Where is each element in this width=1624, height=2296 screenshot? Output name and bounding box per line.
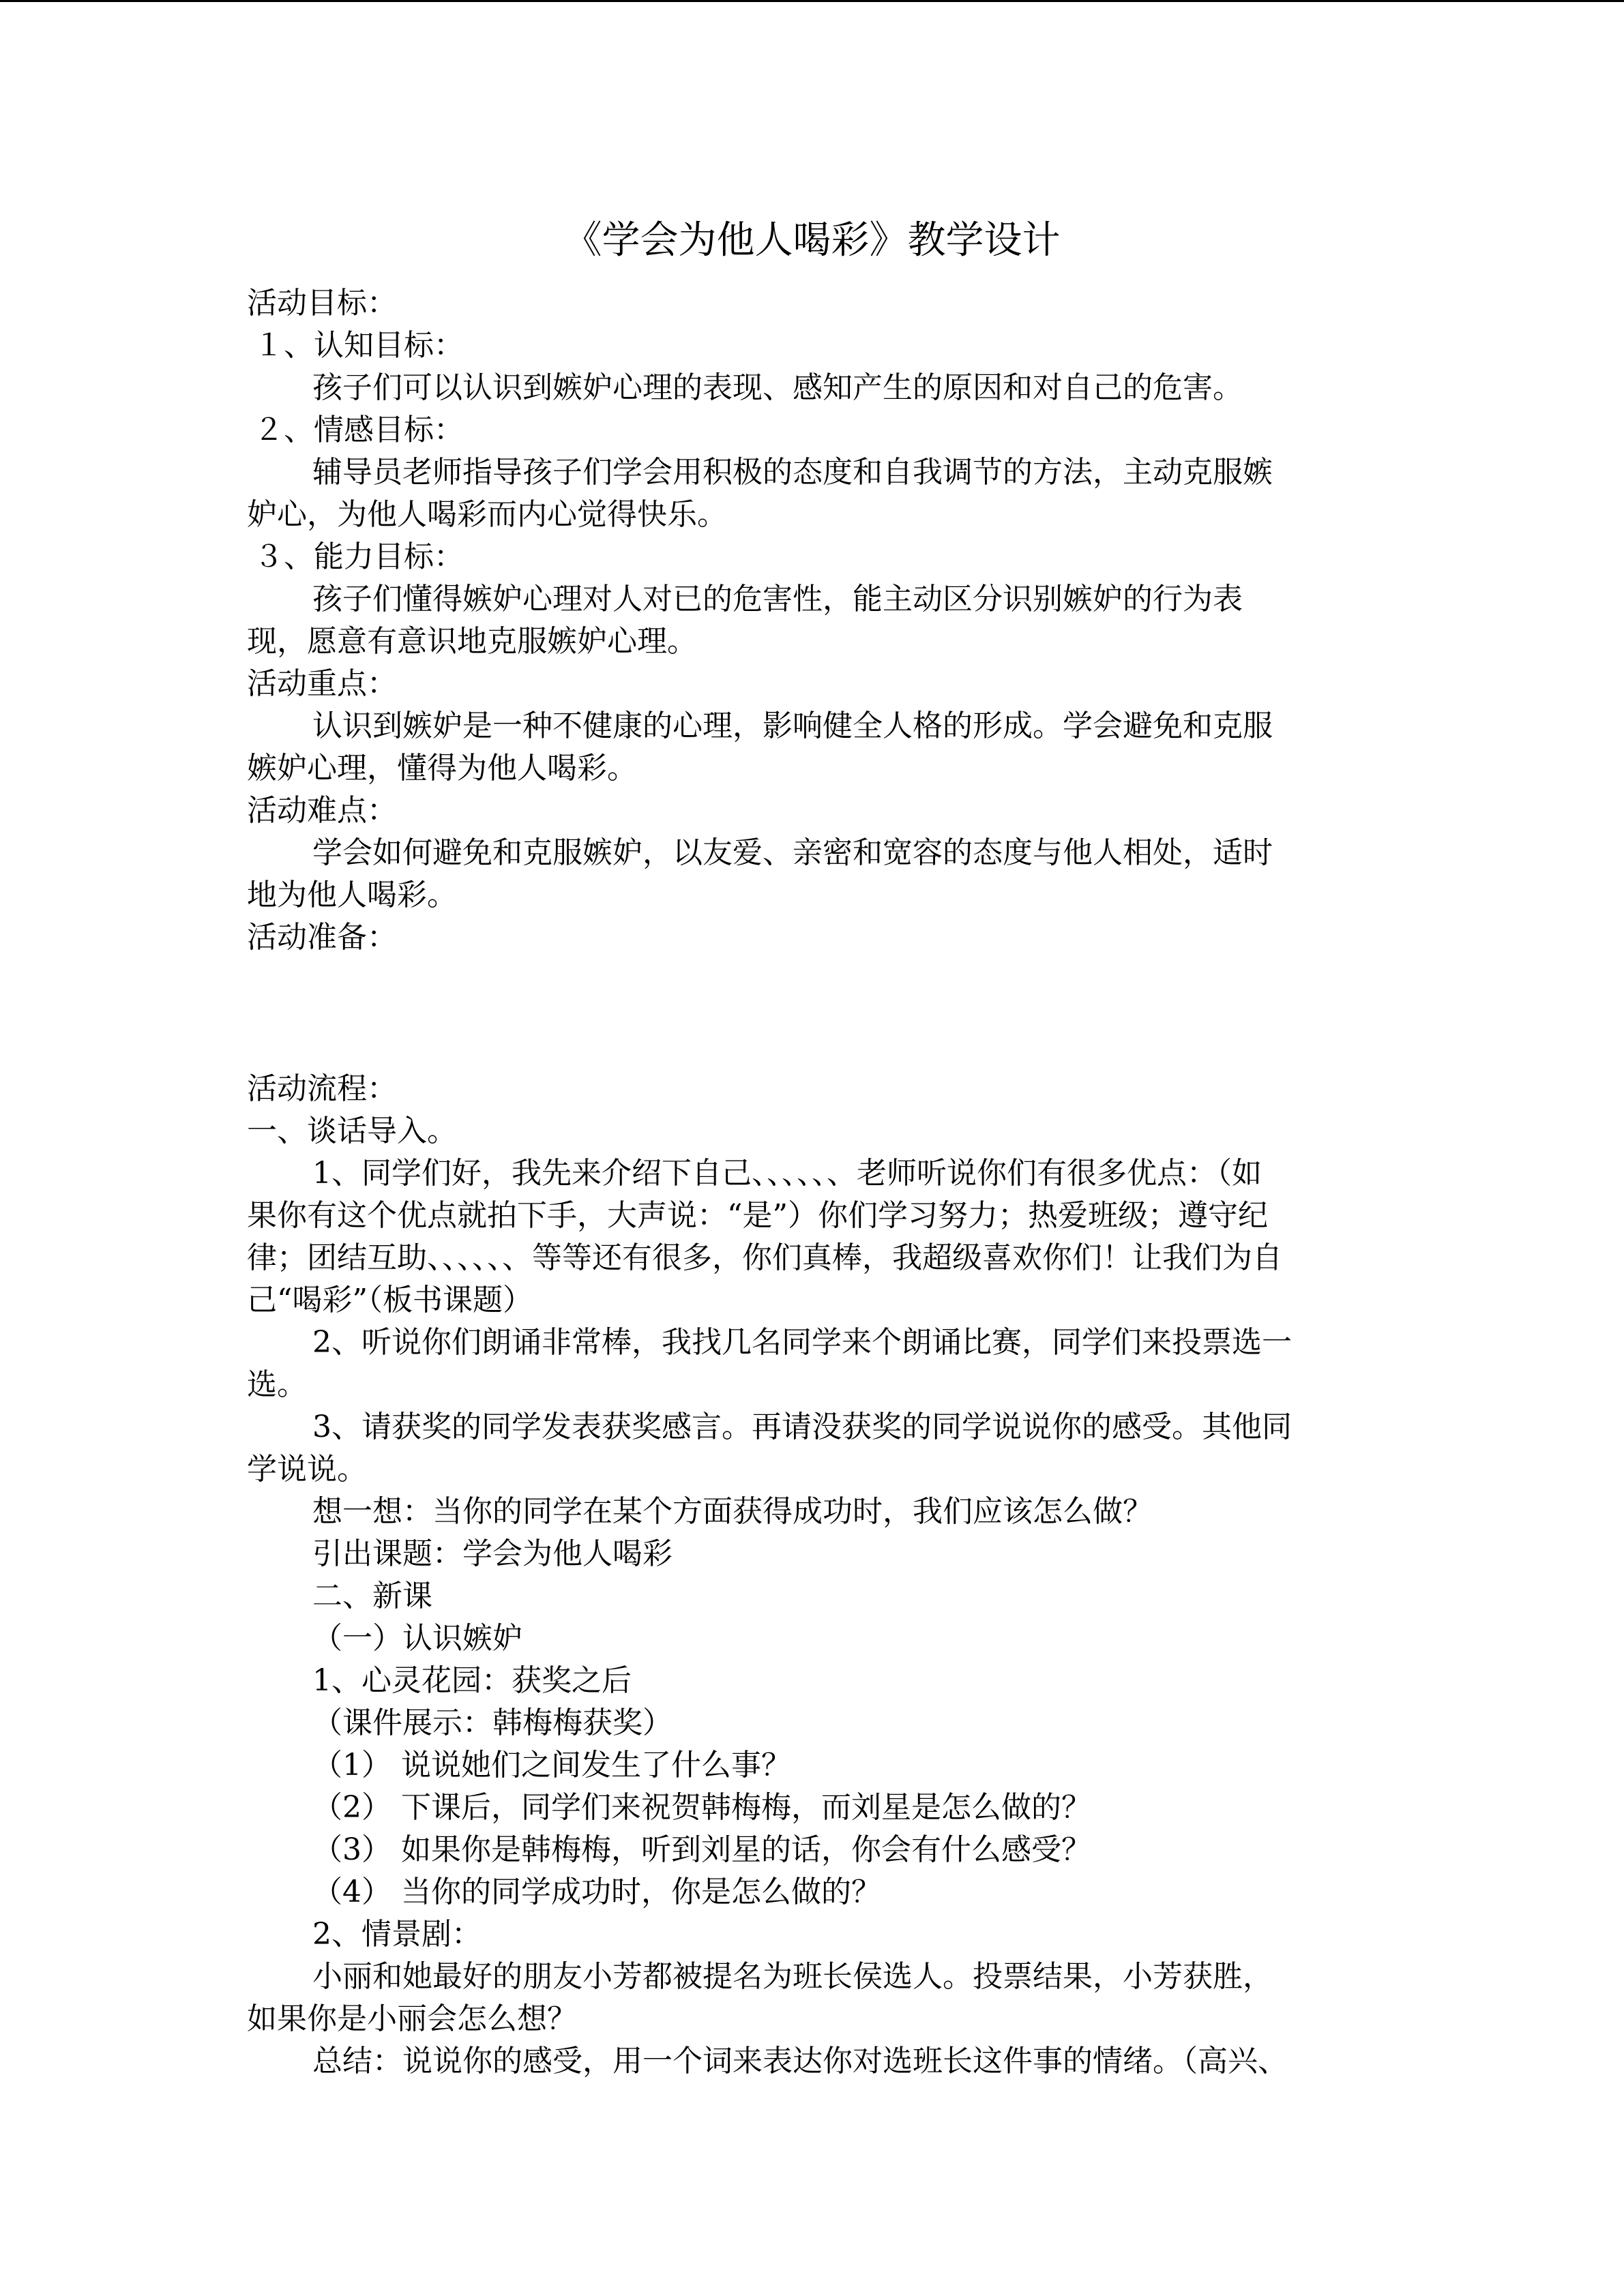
paragraph-line: 1、同学们好，我先来介绍下自己、、、、、、老师听说你们有很多优点：（如 — [312, 1156, 1262, 1191]
subsection-heading-jealousy: （一）认识嫉妒 — [312, 1621, 522, 1656]
paragraph-line: 3、请获奖的同学发表获奖感言。再请没获奖的同学说说你的感受。其他同 — [312, 1410, 1292, 1444]
paragraph-line: 认识到嫉妒是一种不健康的心理，影响健全人格的形成。学会避免和克服 — [312, 709, 1273, 743]
paragraph-line: 现，愿意有意识地克服嫉妒心理。 — [247, 624, 697, 659]
paragraph-line: 选。 — [247, 1367, 307, 1402]
section-heading-key-points: 活动重点： — [247, 666, 397, 701]
paragraph-line: 律；团结互助、、、、、、等等还有很多，你们真棒，我超级喜欢你们！让我们为自 — [247, 1240, 1282, 1275]
paragraph-line: 妒心，为他人喝彩而内心觉得快乐。 — [247, 497, 727, 532]
paragraph-line: 孩子们可以认识到嫉妒心理的表现、感知产生的原因和对自己的危害。 — [312, 370, 1243, 405]
paragraph-line: 小丽和她最好的朋友小芳都被提名为班长侯选人。投票结果，小芳获胜， — [312, 1959, 1273, 1994]
paragraph-line: 地为他人喝彩。 — [247, 878, 457, 912]
paragraph-line: 总结：说说你的感受，用一个词来表达你对选班长这件事的情绪。（高兴、 — [312, 2044, 1288, 2078]
section-heading-difficulties: 活动难点： — [247, 793, 397, 828]
paragraph-line: 学会如何避免和克服嫉妒，以友爱、亲密和宽容的态度与他人相处，适时 — [312, 835, 1273, 870]
section-heading-goals: 活动目标： — [247, 286, 397, 320]
paragraph-line: 2、听说你们朗诵非常棒，我找几名同学来个朗诵比赛，同学们来投票选一 — [312, 1325, 1292, 1360]
paragraph-line: （课件展示：韩梅梅获奖） — [312, 1705, 673, 1740]
goal-heading-cognitive: １、认知目标： — [254, 328, 464, 363]
paragraph-line: 1、心灵花园：获奖之后 — [312, 1663, 632, 1698]
question-item: （1） 说说她们之间发生了什么事？ — [312, 1748, 791, 1783]
question-item: （3） 如果你是韩梅梅，听到刘星的话，你会有什么感受？ — [312, 1832, 1091, 1867]
goal-heading-ability: ３、能力目标： — [254, 539, 464, 574]
section-heading-process: 活动流程： — [247, 1071, 397, 1106]
paragraph-line: 果你有这个优点就拍下手，大声说：“是”）你们学习努力；热爱班级；遵守纪 — [247, 1198, 1268, 1233]
paragraph-line: 2、情景剧： — [312, 1917, 482, 1952]
question-item: （4） 当你的同学成功时，你是怎么做的？ — [312, 1875, 881, 1909]
paragraph-line: 辅导员老师指导孩子们学会用积极的态度和自我调节的方法，主动克服嫉 — [312, 455, 1273, 490]
paragraph-line: 孩子们懂得嫉妒心理对人对已的危害性，能主动区分识别嫉妒的行为表 — [312, 582, 1243, 616]
question-item: （2） 下课后，同学们来祝贺韩梅梅，而刘星是怎么做的？ — [312, 1790, 1091, 1825]
subsection-heading-new-lesson: 二、新课 — [312, 1579, 432, 1613]
paragraph-line: 如果你是小丽会怎么想？ — [247, 2001, 577, 2036]
document-title: 《学会为他人喝彩》教学设计 — [563, 218, 1061, 263]
subsection-heading-intro: 一、谈话导入。 — [247, 1114, 457, 1148]
goal-heading-emotional: ２、情感目标： — [254, 413, 464, 447]
paragraph-line: 想一想：当你的同学在某个方面获得成功时，我们应该怎么做？ — [312, 1494, 1153, 1529]
paragraph-line: 引出课题：学会为他人喝彩 — [312, 1536, 673, 1571]
blank-space — [247, 959, 1365, 1068]
paragraph-line: 学说说。 — [247, 1452, 367, 1487]
section-heading-preparation: 活动准备： — [247, 920, 397, 955]
page-top-border — [0, 0, 1624, 2]
document-body — [247, 282, 1365, 2083]
paragraph-line: 嫉妒心理，懂得为他人喝彩。 — [247, 751, 637, 786]
paragraph-line: 己“喝彩”（板书课题） — [247, 1283, 533, 1317]
